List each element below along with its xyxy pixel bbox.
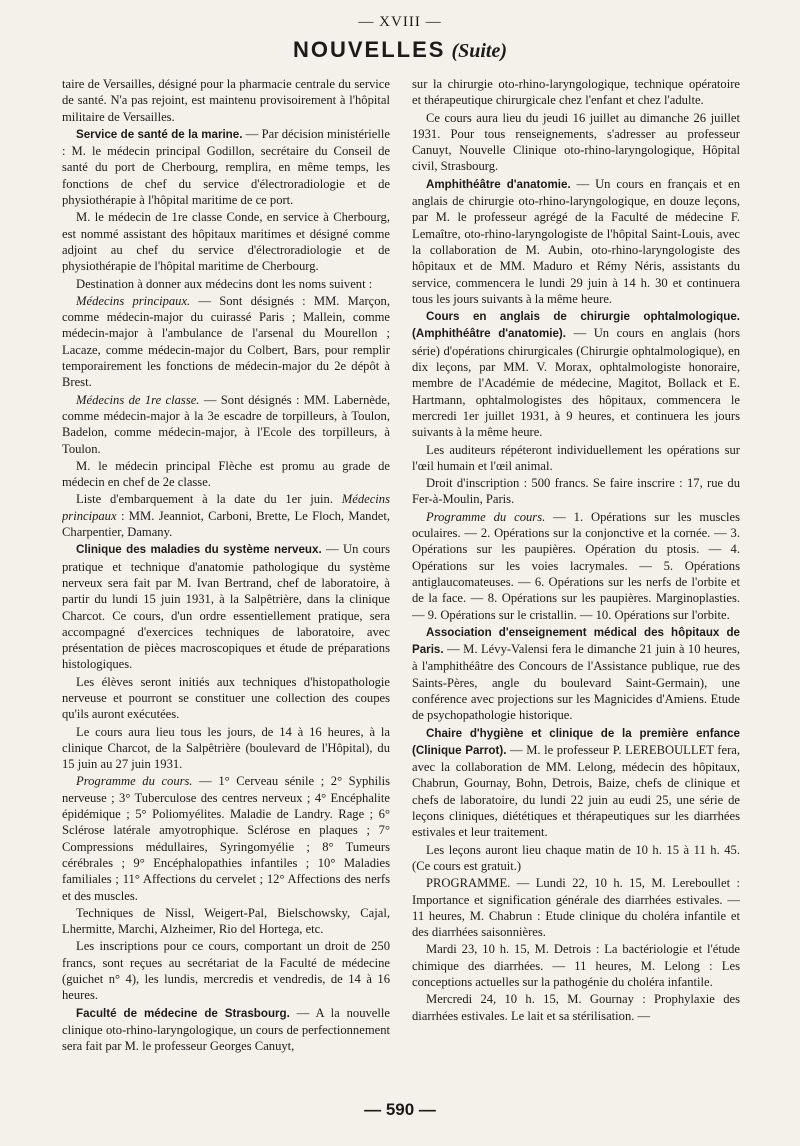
paragraph-body: — Un cours en anglais (hors série) d'opérations chirurgicales (Chirurgie ophtalmologique), en dix leçons, par MM. V. Morax, ophtalmologiste honoraire, membre de l'Académie de médecine, Magitot, Bollack et E. Hartmann, ophtalmologistes des hôpitaux, commencera le mercredi 1er juillet 1931, à 9 heures, et continuera les jours suivants à la même heure. [412,326,740,440]
left-column [62,76,390,1096]
paragraph [412,725,740,841]
paragraph: Mercredi 24, 10 h. 15, M. Gournay : Prophylaxie des diarrhées estivales. Le lait et sa stérilisation. — [412,992,740,1023]
paragraph-body: Liste d'embarquement à la date du 1er juin. [76,492,342,507]
page-title-text: NOUVELLES [292,37,446,62]
paragraph-body: — Un cours en français et en anglais de chirurgie oto-rhino-laryngologique, en douze leçons, par M. le professeur agrégé de la Faculté de médecine F. Lemaître, oto-rhino-laryngologiste de l'hôpital Saint-Louis, avec la collaboration de M. Aubin, oto-rhino-laryngologiste des hôpitaux et de MM. Maduro et Rémy Néris, assistants du service, commencera le lundi 29 juin à 14 h. 30 et continuera tous les jours suivants à la même heure. [412,176,740,306]
paragraph [412,624,740,724]
section-number: — XVIII — [358,14,442,30]
italic-heading: Programme du cours. [76,774,193,789]
paragraph [412,308,740,440]
section-heading: Service de santé de la marine. [76,127,243,141]
paragraph [62,392,390,457]
section-heading: Amphithéâtre d'anatomie. [426,177,571,191]
section-heading: Chaire d'hygiène et clinique de la première enfance (Clinique Parrot). [412,726,740,757]
paragraph-body: — M. le professeur P. LEREBOULLET fera, avec la collaboration de MM. Lelong, médecin des hôpitaux, Chabrun, Gournay, Bohn, Detrois, Baize, chefs de clinique et chefs de laboratoire, du lundi 22 juin au eudi 25, une série de leçons cliniques, diététiques et thérapeutiques sur les diarrhées estivales et leur traitement. [412,742,740,840]
italic-heading: Médecins de 1re classe. [76,392,200,407]
italic-heading: Programme du cours. [426,509,546,524]
paragraph: PROGRAMME. — Lundi 22, 10 h. 15, M. Lereboullet : Importance et signification générale des diarrhées estivales. — 11 heures, M. Chabrun : Etude clinique du choléra infantile et des diarrhées saisonnières. [412,876,740,940]
paragraph [62,1005,390,1055]
section-heading: Association d'enseignement médical des hôpitaux de Paris. [412,625,740,657]
paragraph: sur la chirurgie oto-rhino-laryngologique, technique opératoire et thérapeutique chirurgicale chez l'enfant et chez l'adulte. [412,77,740,108]
section-heading: Faculté de médecine de Strasbourg. [76,1006,290,1020]
italic-heading: Médecins principaux [62,492,390,523]
paragraph-body: : MM. Jeanniot, Carboni, Brette, Le Floch, Mandet, Charpentier, Damany. [62,508,390,540]
paragraph-body: — A la nouvelle clinique oto-rhino-laryngologique, un cours de perfectionnement sera fait par M. le professeur Georges Canuyt, [62,1005,390,1054]
paragraph [62,773,390,903]
paragraph: Les inscriptions pour ce cours, comportant un droit de 250 francs, sont reçues au secrétariat de la Faculté de médecine (guichet n° 4), les lundis, mercredis et vendredis, de 14 à 16 heures. [62,939,390,1003]
paragraph-body: — Sont désignés : MM. Labernède, comme médecin-major à la 3e escadre de torpilleurs, à Toulon, Badelon, comme médecin-major, à l'Ecole des torpilleurs, à Toulon. [62,392,390,456]
paragraph: M. le médecin de 1re classe Conde, en service à Cherbourg, est nommé assistant des hôpitaux maritimes et désigné comme adjoint au chef du service d'électroradiologie et de physiothérapie de l'hôpital maritime de Cherbourg. [62,210,390,274]
page-number: — 590 — [364,1100,436,1119]
paragraph: taire de Versailles, désigné pour la pharmacie centrale du service de santé. N'a pas rejoint, est maintenu provisoirement à l'hôpital militaire de Versailles. [62,77,390,124]
paragraph-body: — M. Lévy-Valensi fera le dimanche 21 juin à 10 heures, à l'amphithéâtre des Concours de l'Assistance publique, rue des Saints-Pères, angle du boulevard Saint-Germain), une conférence avec projections sur les Magnicides d'Amiens. Etude de psychopathologie historique. [412,642,740,723]
paragraph: Les auditeurs répéteront individuellement les opérations sur l'œil humain et l'œil animal. [412,442,740,473]
right-column [412,76,740,1096]
paragraph: Mardi 23, 10 h. 15, M. Detrois : La bactériologie et l'étude chimique des diarrhées. — 11 heures, M. Lelong : Les conceptions actuelles sur la pathogénie du choléra infantile. [412,942,740,990]
paragraph: Destination à donner aux médecins dont les noms suivent : [76,276,373,291]
paragraph: Les élèves seront initiés aux techniques d'histopathologie nerveuse et pourront se constituer une collection des coupes qu'ils auront exécutées. [62,674,390,722]
paragraph-body: — Un cours pratique et technique d'anatomie pathologique du système nerveux sera fait par M. Ivan Bertrand, chef de laboratoire, à partir du lundi 15 juin 1931, à la Salpêtrière, dans la clinique Charcot. Ce cours, d'un ordre essentiellement pratique, sera accompagné d'exercices techniques de laboratoire, avec présentation de pièces macroscopiques et étude de préparations histologiques. [62,542,390,672]
italic-heading: Médecins principaux. [76,293,191,308]
paragraph: Techniques de Nissl, Weigert-Pal, Bielschowsky, Cajal, Lhermitte, Marchi, Alzheimer, Rio del Hortega, etc. [62,905,390,937]
paragraph: M. le médecin principal Flèche est promu au grade de médecin en chef de 2e classe. [62,458,390,490]
section-heading: Cours en anglais de chirurgie ophtalmologique. (Amphithéâtre d'anatomie). [412,310,740,341]
paragraph-body: — 1° Cerveau sénile ; 2° Syphilis nerveuse ; 3° Tuberculose des centres nerveux ; 4° Encéphalite épidémique ; 5° Poliomyélites. Maladie de Landry. Rage ; 6° Sclérose latérale amyotrophique. Sclérose en plaques ; 7° Compressions médullaires, Syringomyélie ; 8° Tumeurs cérébrales ; 9° Encéphalopathies infantiles ; 10° Maladies familiales ; 11° Affections du cervelet ; 12° Affections des nerfs et des muscles. [62,774,390,903]
paragraph [62,491,390,540]
page-title-suffix: (Suite) [451,40,508,62]
paragraph: Le cours aura lieu tous les jours, de 14 à 16 heures, à la clinique Charcot, de la Salpêtrière (boulevard de l'Hôpital), du 15 juin au 27 juin 1931. [62,724,390,772]
paragraph: Droit d'inscription : 500 francs. Se faire inscrire : 17, rue du Fer-à-Moulin, Paris. [412,476,740,507]
paragraph: Ce cours aura lieu du jeudi 16 juillet au dimanche 26 juillet 1931. Pour tous renseignements, s'adresser au professeur Canuyt, Nouvelle Clinique oto-rhino-laryngologique, Hôpital civil, Strasbourg. [412,110,740,174]
paragraph-body: — Sont désignés : MM. Marçon, comme médecin-major du cuirassé Paris ; Mallein, comme médecin-major à l'ambulance de l'arsenal du Mourellon ; Lacaze, comme médecin-major du Colbert, Bars, pour remplir temporairement les fonctions de médecin-major du 2e dépôt à Brest. [62,293,390,390]
paragraph-body: — Par décision ministérielle : M. le médecin principal Godillon, secrétaire du Conseil de santé du port de Cherbourg, remplira, en même temps, les fonctions de chef du service d'électroradiologie et de physiothérapie à l'hôpital maritime de ce port. [62,126,390,208]
paragraph: Les leçons auront lieu chaque matin de 10 h. 15 à 11 h. 45. (Ce cours est gratuit.) [412,842,740,873]
paragraph [62,541,390,672]
paragraph [412,509,740,623]
paragraph [412,176,740,307]
paragraph [62,293,390,391]
page-title [0,37,800,63]
section-heading: Clinique des maladies du système nerveux. [76,543,322,557]
paragraph [62,126,390,208]
paragraph-body: — 1. Opérations sur les muscles oculaires. — 2. Opérations sur la conjonctive et la cornée. — 3. Opérations sur les paupières. Opération du ptosis. — 4. Opérations sur les voies lacrymales. — 5. Opérations antiglaucomateuses. — 6. Opérations sur les nerfs de l'orbite et de la face. — 8. Opérations sur les paupières. Marginoplasties. — 9. Opérations sur le cristallin. — 10. Opérations sur l'orbite. [412,509,740,622]
